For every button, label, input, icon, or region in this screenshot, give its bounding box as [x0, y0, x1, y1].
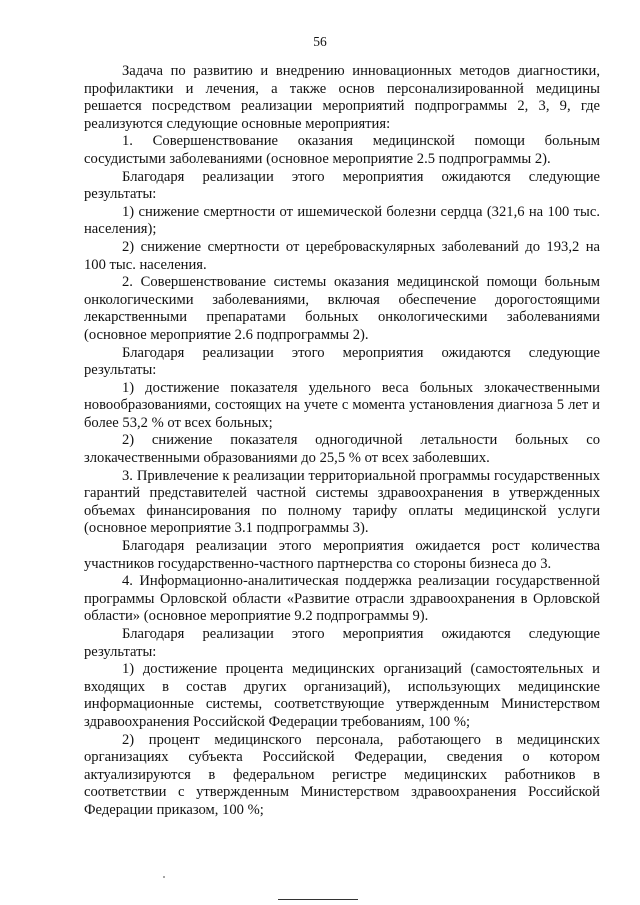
footer-rule [278, 899, 358, 900]
paragraph-result-3: Благодаря реализации этого мероприятия ожидается рост количества участников государственно-частного партнерства со стороны бизнеса до 3. [84, 538, 600, 572]
paragraph-measure-4: 4. Информационно-аналитическая поддержка реализации государственной программы Орловской области «Развитие отрасли здравоохранения в Орловской области» (основное мероприятие 9.2 подпрограммы 9). [84, 573, 600, 625]
body-text [84, 63, 600, 820]
paragraph-result-2-1: 1) достижение показателя удельного веса больных злокачественными новообразованиями, состоящих на учете с момента установления диагноза 5 лет и более 53,2 % от всех больных; [84, 379, 600, 431]
paragraph-results-intro-2: Благодаря реализации этого мероприятия ожидаются следующие результаты: [84, 344, 600, 379]
paragraph-result-2-2: 2) снижение показателя одногодичной летальности больных со злокачественными образованиями до 25,5 % от всех заболевших. [84, 432, 600, 467]
scan-speck [163, 876, 165, 878]
paragraph-results-intro-1: Благодаря реализации этого мероприятия ожидаются следующие результаты: [84, 168, 600, 203]
paragraph-results-intro-4: Благодаря реализации этого мероприятия ожидаются следующие результаты: [84, 626, 600, 660]
paragraph-measure-3: 3. Привлечение к реализации территориальной программы государственных гарантий представителей частной системы здравоохранения в утвержденных объемах финансирования по полному тарифу оплаты медицинской услуги (основное мероприятие 3.1 подпрограммы 3). [84, 467, 600, 537]
paragraph-measure-1: 1. Совершенствование оказания медицинской помощи больным сосудистыми заболеваниями (основное мероприятие 2.5 подпрограммы 2). [84, 133, 600, 167]
paragraph-result-1-1: 1) снижение смертности от ишемической болезни сердца (321,6 на 100 тыс. населения); [84, 203, 600, 238]
paragraph-result-1-2: 2) снижение смертности от цереброваскулярных заболеваний до 193,2 на 100 тыс. населения. [84, 238, 600, 273]
page-number: 56 [313, 34, 327, 49]
paragraph-result-4-1: 1) достижение процента медицинских организаций (самостоятельных и входящих в состав других организаций), использующих медицинские информационные системы, соответствующие утвержденным Министерством здравоохранения Российской Федерации требованиям, 100 %; [84, 661, 600, 730]
paragraph-measure-2: 2. Совершенствование системы оказания медицинской помощи больным онкологическими заболеваниями, включая обеспечение дорогостоящими лекарственными препаратами больных онкологическими заболеваниями (основное мероприятие 2.6 подпрограммы 2). [84, 274, 600, 343]
paragraph-task-intro: Задача по развитию и внедрению инновационных методов диагностики, профилактики и лечения, а также основ персонализированной медицины решается посредством реализации мероприятий подпрограммы 2, 3, 9, где реализуются следующие основные мероприятия: [84, 63, 600, 132]
paragraph-result-4-2: 2) процент медицинского персонала, работающего в медицинских организациях субъекта Российской Федерации, сведения о котором актуализируются в федеральном регистре медицинских работников в соответствии с утвержденным Министерством здравоохранения Российской Федерации приказом, 100 %; [84, 731, 600, 818]
